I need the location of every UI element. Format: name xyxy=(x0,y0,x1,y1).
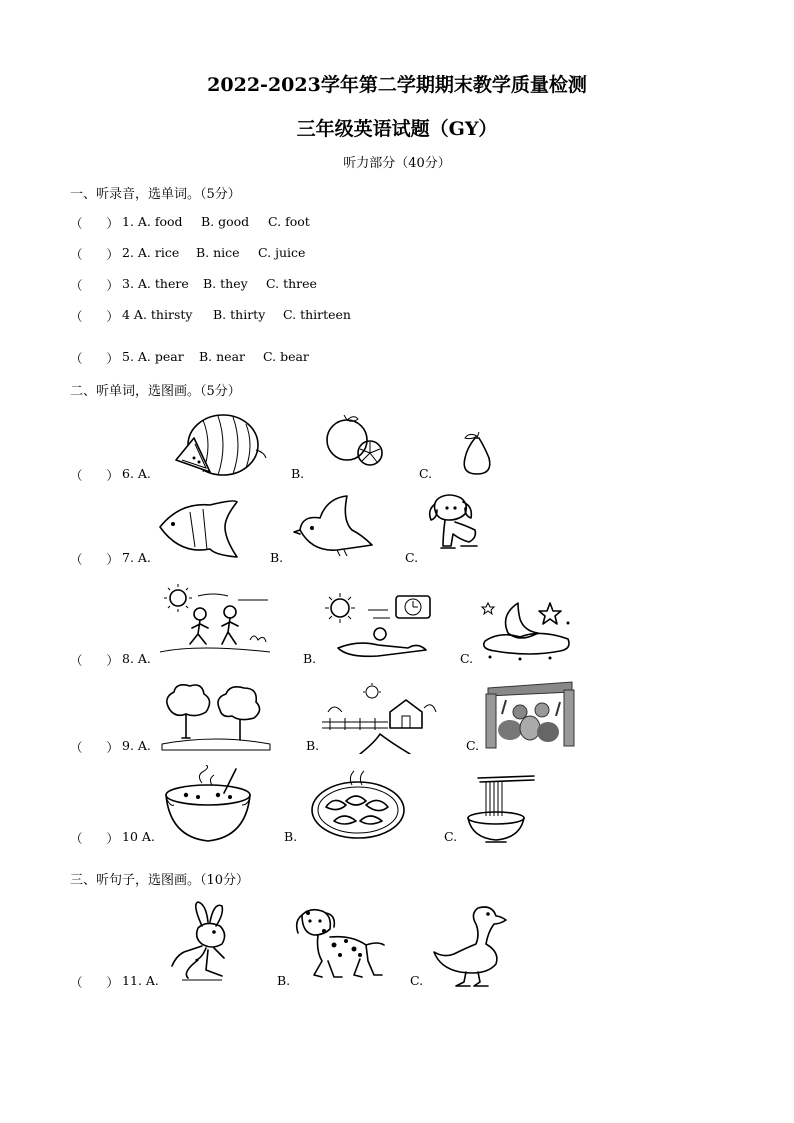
option-b-label: B. xyxy=(284,829,298,844)
dog-icon[interactable] xyxy=(425,490,485,558)
spotted-dog-icon[interactable] xyxy=(294,905,389,983)
answer-paren[interactable]: （ ） xyxy=(70,653,119,668)
option-a-label: 7. A. xyxy=(122,550,151,565)
option-a-label: 8. A. xyxy=(122,651,151,666)
bird-icon[interactable] xyxy=(292,490,377,558)
option-a-label: 9. A. xyxy=(122,738,151,753)
rabbit-running-icon[interactable] xyxy=(162,900,252,985)
fish-icon[interactable] xyxy=(155,497,240,562)
exam-title: 2022-2023学年第二学期期末教学质量检测 xyxy=(207,74,587,96)
option-a-label: 11. A. xyxy=(122,973,159,988)
section-1-heading: 一、听录音，选单词。（5分） xyxy=(70,187,241,202)
option-c: C. bear xyxy=(263,349,309,364)
farm-icon[interactable] xyxy=(320,682,438,754)
answer-paren[interactable]: （ ） xyxy=(70,247,119,262)
option-c-label: C. xyxy=(405,550,419,565)
answer-paren[interactable]: （ ） xyxy=(70,468,119,483)
option-c: C. thirteen xyxy=(283,307,351,322)
answer-paren[interactable]: （ ） xyxy=(70,351,119,366)
noon-sun-clock-icon[interactable] xyxy=(318,590,433,662)
option-c-label: C. xyxy=(419,466,433,481)
option-b: B. near xyxy=(199,349,246,364)
option-b-label: B. xyxy=(303,651,317,666)
listening-part-label: 听力部分（40分） xyxy=(343,156,451,171)
orange-icon[interactable] xyxy=(322,415,387,467)
option-c: C. juice xyxy=(258,245,306,260)
option-b-label: B. xyxy=(306,738,320,753)
night-moon-icon[interactable] xyxy=(480,593,575,663)
option-a: 1. A. food xyxy=(122,214,183,229)
option-a: 3. A. there xyxy=(122,276,189,291)
answer-paren[interactable]: （ ） xyxy=(70,309,119,324)
answer-paren[interactable]: （ ） xyxy=(70,216,119,231)
option-b-label: B. xyxy=(270,550,284,565)
option-b: B. thirty xyxy=(213,307,266,322)
exam-subtitle: 三年级英语试题（GY） xyxy=(296,118,498,140)
option-a: 5. A. pear xyxy=(122,349,184,364)
soup-bowl-icon[interactable] xyxy=(162,765,258,847)
section-2-heading: 二、听单词，选图画。（5分） xyxy=(70,384,241,399)
morning-kids-icon[interactable] xyxy=(158,582,273,660)
option-c-label: C. xyxy=(410,973,424,988)
option-b: B. they xyxy=(203,276,248,291)
option-a: 2. A. rice xyxy=(122,245,180,260)
option-a-label: 6. A. xyxy=(122,466,151,481)
option-c: C. foot xyxy=(268,214,310,229)
zoo-animals-icon[interactable] xyxy=(480,680,580,750)
answer-paren[interactable]: （ ） xyxy=(70,831,119,846)
duck-icon[interactable] xyxy=(430,902,510,990)
option-b: B. nice xyxy=(196,245,240,260)
option-b-label: B. xyxy=(291,466,305,481)
option-a: 4 A. thirsty xyxy=(122,307,193,322)
option-c-label: C. xyxy=(466,738,480,753)
answer-paren[interactable]: （ ） xyxy=(70,740,119,755)
trees-icon[interactable] xyxy=(160,680,272,752)
watermelon-icon[interactable] xyxy=(168,410,268,485)
noodles-icon[interactable] xyxy=(458,772,538,847)
answer-paren[interactable]: （ ） xyxy=(70,552,119,567)
dumplings-icon[interactable] xyxy=(308,765,408,840)
option-b: B. good xyxy=(201,214,250,229)
pear-icon[interactable] xyxy=(455,430,500,478)
option-c-label: C. xyxy=(444,829,458,844)
answer-paren[interactable]: （ ） xyxy=(70,278,119,293)
option-a-label: 10 A. xyxy=(122,829,155,844)
section-3-heading: 三、听句子，选图画。（10分） xyxy=(70,873,250,888)
answer-paren[interactable]: （ ） xyxy=(70,975,119,990)
option-b-label: B. xyxy=(277,973,291,988)
option-c: C. three xyxy=(266,276,317,291)
option-c-label: C. xyxy=(460,651,474,666)
